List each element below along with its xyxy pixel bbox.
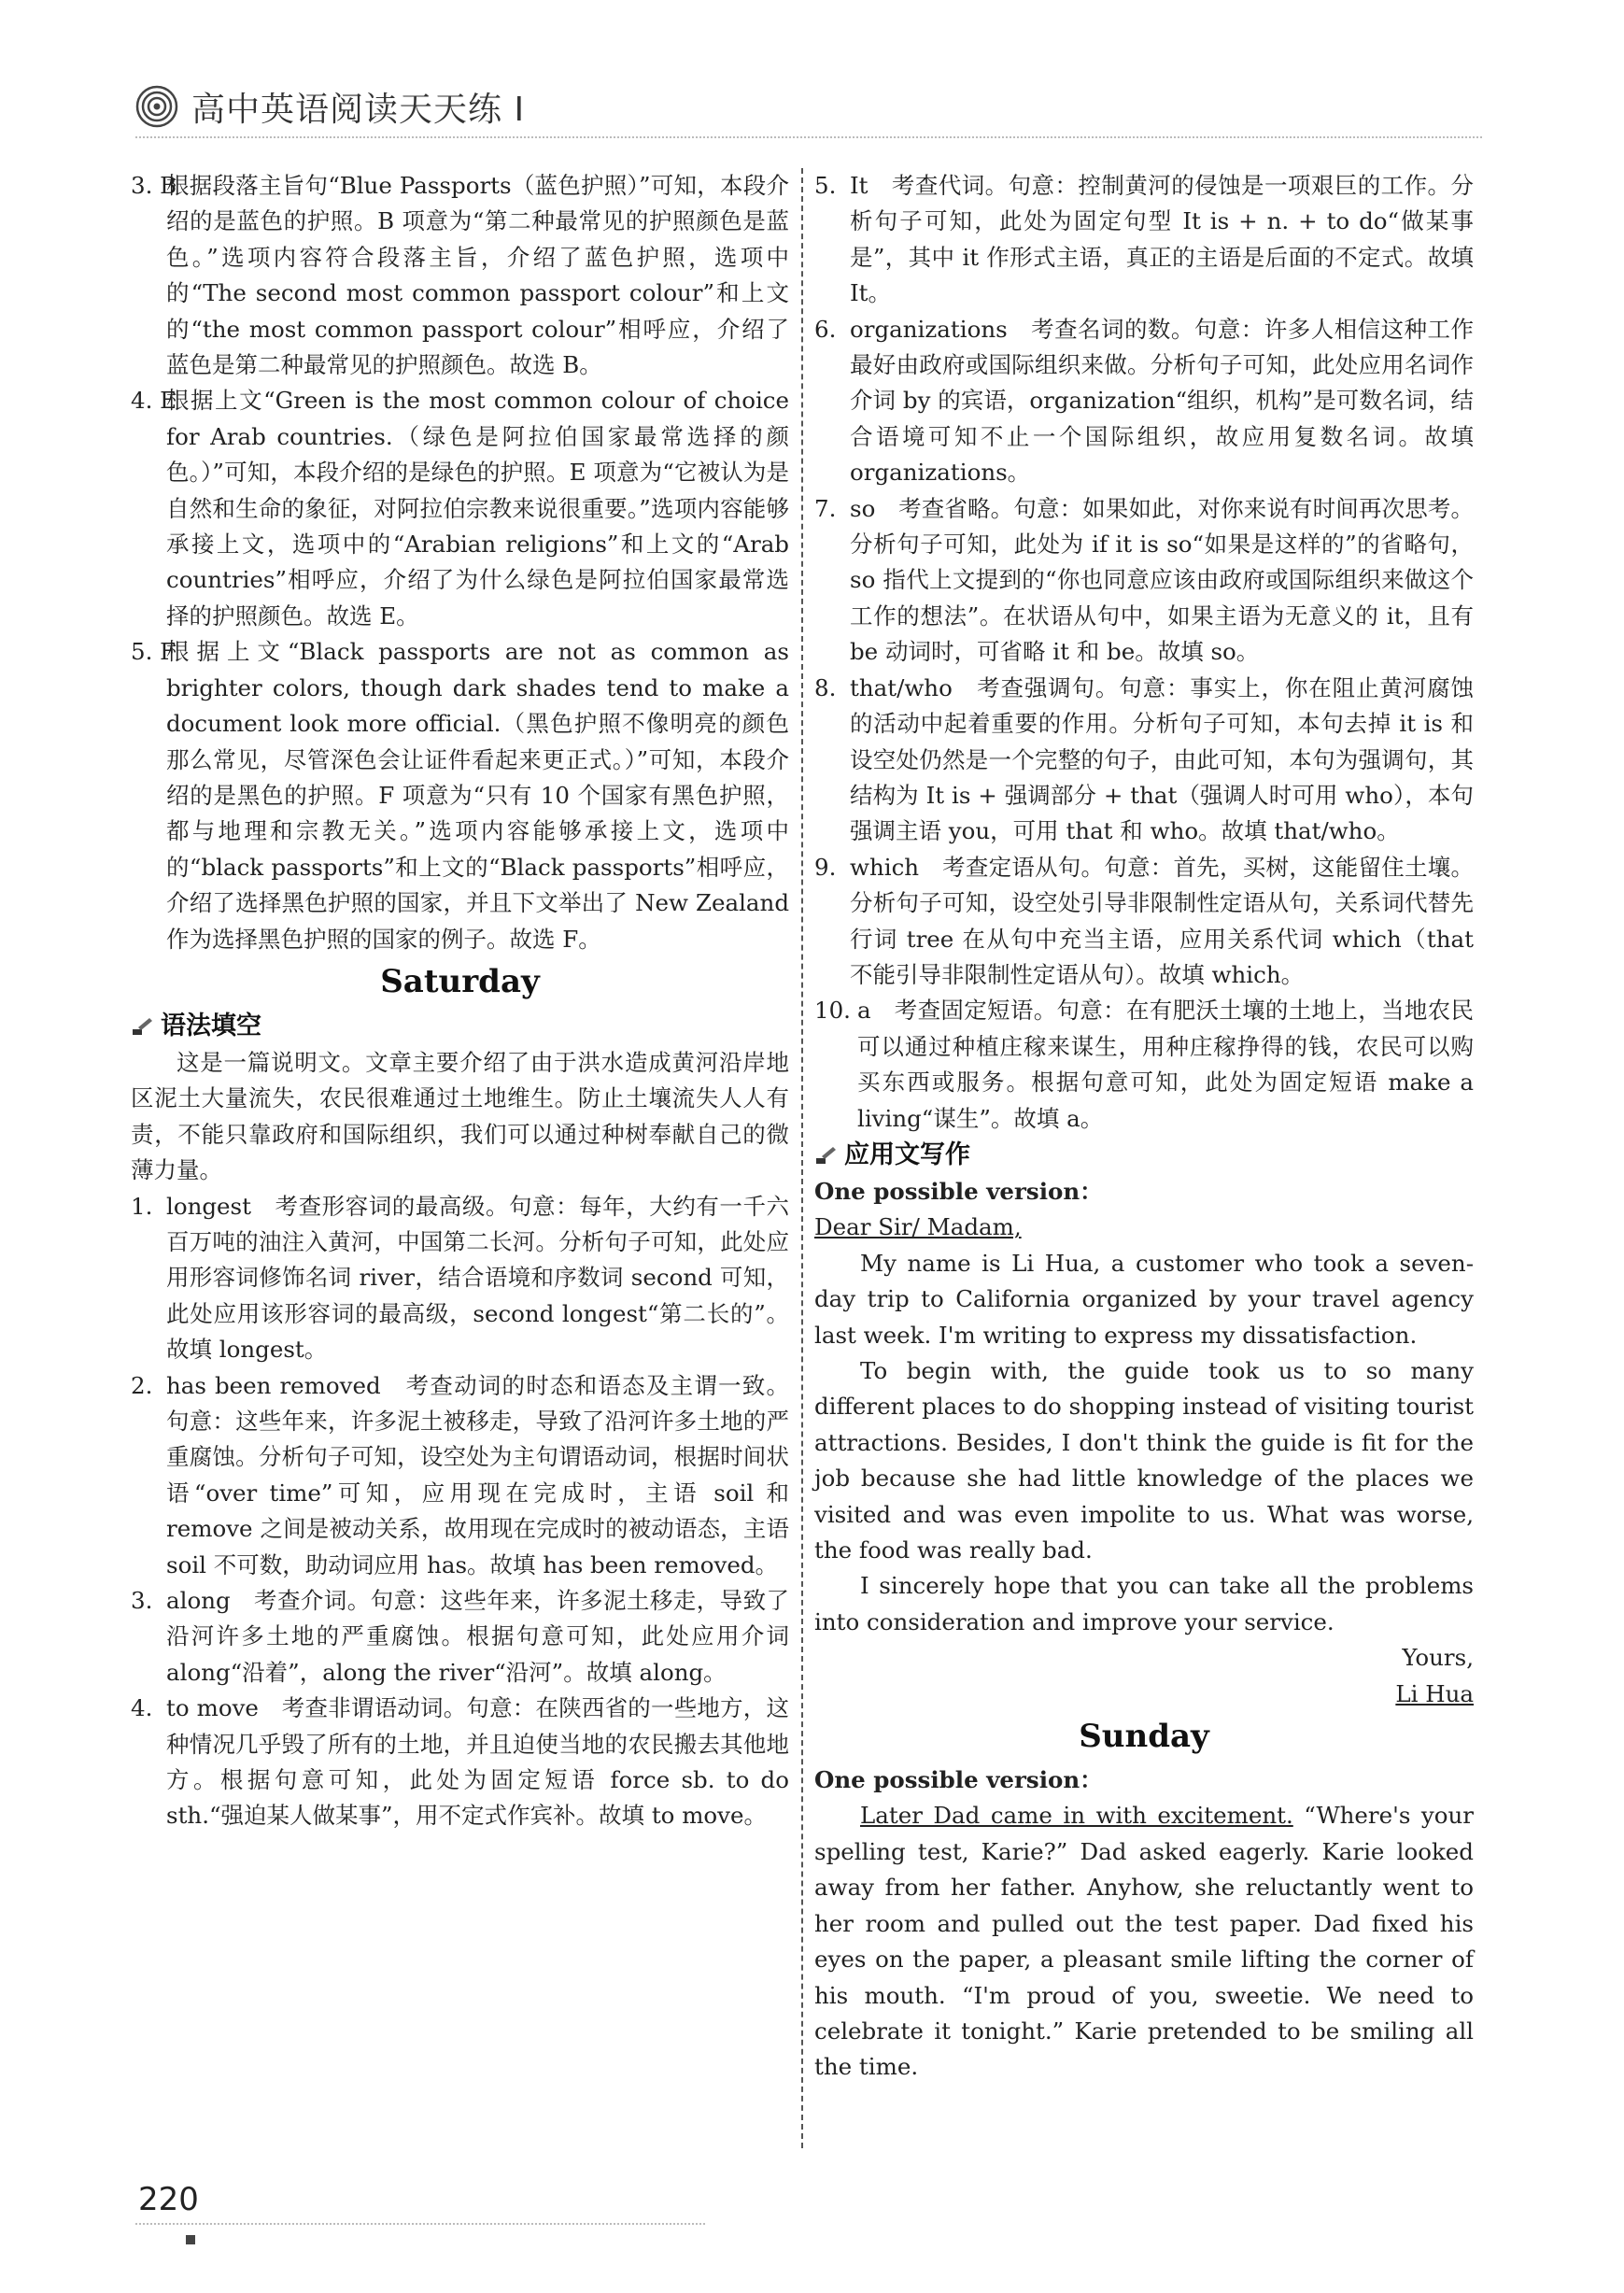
item-number: 9. (814, 853, 837, 881)
item-text: It 考查代词。句意：控制黄河的侵蚀是一项艰巨的工作。分析句子可知，此处为固定句型 It is + n. + to do“做某事是”，其中 it 作形式主语，真正的主语是后面的不定式。故填 It。 (850, 172, 1474, 307)
answer-item (814, 671, 1474, 850)
header-divider (135, 136, 1482, 138)
day-heading-sunday: Sunday (1079, 1718, 1209, 1756)
item-text: 根据上文“Black passports are not as common as brighter colors, though dark shades tend to make a document look more official.（黑色护照不像明亮的颜色那么常见，尽管深色会让证件看起来更正式。）”可知，本段介绍的是黑色的护照。F 项意为“只有 10 个国家有黑色护照，都与地理和宗教无关。”选项内容能够承接上文，选项中的“black passports”和上文的“Black passports”相呼应，介绍了选择黑色护照的国家，并且下文举出了 New Zealand 作为选择黑色护照的国家的例子。故选 F。 (166, 638, 789, 953)
item-text: that/who 考查强调句。句意：事实上，你在阻止黄河腐蚀的活动中起着重要的作用。分析句子可知，本句去掉 it is 和设空处仍然是一个完整的句子，由此可知，本句为强调句，其结构为 It is + 强调部分 + that（强调人时可用 who），本句强调主语 you，可用 that 和 who。故填 that/who。 (850, 673, 1474, 845)
item-number: 5. (814, 172, 837, 199)
answer-item (131, 383, 789, 634)
item-text: 根据上文“Green is the most common colour of choice for Arab countries.（绿色是阿拉伯国家最常选择的颜色。）”可知，本段介绍的是绿色的护照。E 项意为“它被认为是自然和生命的象征，对阿拉伯宗教来说很重要。”选项内容能够承接上文，选项中的“Arabian religions”和上文的“Arab countries”相呼应，介绍了为什么绿色是阿拉伯国家最常选择的护照颜色。故选 E。 (166, 387, 789, 630)
item-number: 3. (131, 1587, 153, 1615)
item-number: 4. E (131, 387, 177, 415)
letter-signature: Li Hua (1395, 1679, 1474, 1707)
item-number: 10. (814, 997, 851, 1025)
spiral-logo-icon (135, 85, 178, 128)
story-opening-sentence: Later Dad came in with excitement. (860, 1802, 1293, 1830)
answer-item (131, 634, 789, 957)
item-text: longest 考查形容词的最高级。句意：每年，大约有一千六百万吨的油注入黄河，中国第二长河。分析句子可知，此处应用形容词修饰名词 river，结合语境和序数词 second 可知，此处应用该形容词的最高级，second longest“第二长的”。故填 longest。 (166, 1192, 789, 1364)
page-number: 220 (138, 2181, 199, 2218)
answer-item (814, 168, 1474, 312)
item-number: 7. (814, 494, 837, 522)
letter-closing: Yours, (1402, 1644, 1474, 1672)
item-text: has been removed 考查动词的时态和语态及主谓一致。句意：这些年来，许多泥土被移走，导致了沿河许多土地的严重腐蚀。分析句子可知，设空处为主句谓语动词，根据时间状语“over time”可知，应用现在完成时，主语 soil 和 remove 之间是被动关系，故用现在完成时的被动语态，主语 soil 不可数，助动词应用 has。故填 has been removed。 (166, 1371, 789, 1578)
page-header (135, 78, 525, 134)
section-title: 应用文写作 (844, 1139, 970, 1169)
item-number: 5. F (131, 638, 177, 666)
section-title: 语法填空 (161, 1011, 261, 1040)
letter-paragraph: My name is Li Hua, a customer who took a seven-day trip to California organized by your travel agency last week. I'm writing to express my dissatisfaction. (814, 1249, 1474, 1349)
version-label: One possible version： (814, 1766, 1103, 1794)
letter-paragraph: I sincerely hope that you can take all the problems into consideration and improve your service. (814, 1572, 1474, 1635)
answer-item (131, 1368, 789, 1583)
answer-item (131, 1189, 789, 1368)
answer-item (131, 1583, 789, 1691)
item-text: a 考查固定短语。句意：在有肥沃土壤的土地上，当地农民可以通过种植庄稼来谋生，用种庄稼挣得的钱，农民可以购买东西或服务。根据句意可知，此处为固定短语 make a living“谋生”。故填 a。 (857, 997, 1474, 1132)
section-heading-writing (814, 1137, 1474, 1174)
item-number: 2. (131, 1371, 153, 1399)
page-title: 高中英语阅读天天练 I (191, 90, 526, 129)
item-text: so 考查省略。句意：如果如此，对你来说有时间再次思考。分析句子可知，此处为 if it is so“如果是这样的”的省略句，so 指代上文提到的“你也同意应该由政府或国际组织来做这个工作的想法”。在状语从句中，如果主语为无意义的 it，且有 be 动词时，可省略 it 和 be。故填 so。 (850, 494, 1474, 666)
pencil-icon (131, 1016, 153, 1037)
answer-item (814, 491, 1474, 671)
intro-paragraph: 这是一篇说明文。文章主要介绍了由于洪水造成黄河沿岸地区泥土大量流失，农民很难通过土地维生。防止土壤流失人人有责，不能只靠政府和国际组织，我们可以通过种树奉献自己的微薄力量。 (131, 1048, 789, 1184)
item-text: organizations 考查名词的数。句意：许多人相信这种工作最好由政府或国际组织来做。分析句子可知，此处应用名词作介词 by 的宾语，organization“组织，机构”是可数名词，结合语境可知不止一个国际组织，故应用复数名词。故填 organizations。 (850, 315, 1474, 487)
answer-item (814, 993, 1474, 1137)
footer-square-icon (186, 2235, 195, 2244)
answer-item (814, 850, 1474, 994)
column-divider (801, 168, 803, 2148)
left-column (131, 168, 789, 1834)
letter-salutation: Dear Sir/ Madam, (814, 1213, 1022, 1241)
answer-item (814, 312, 1474, 491)
version-label: One possible version： (814, 1177, 1103, 1205)
story-paragraph (814, 1798, 1474, 2085)
item-text: 根据段落主旨句“Blue Passports（蓝色护照）”可知，本段介绍的是蓝色的护照。B 项意为“第二种最常见的护照颜色是蓝色。”选项内容符合段落主旨，介绍了蓝色护照，选项中的“The second most common passport colour”和上文的“the most common passport colour”相呼应，介绍了蓝色是第二种最常见的护照颜色。故选 B。 (166, 172, 789, 379)
story-continuation: “Where's your spelling test, Karie?” Dad asked eagerly. Karie looked away from her father. Anyhow, she reluctantly went to her room and pulled out the test paper. Dad fixed his eyes on the paper, a pleasant smile lifting the corner of his mouth. “I'm proud of you, sweetie. We need to celebrate it tonight.” Karie pretended to be smiling all the time. (814, 1802, 1475, 2081)
day-heading-saturday: Saturday (380, 962, 540, 1000)
footer-divider (135, 2223, 705, 2225)
letter-signature-line (814, 1677, 1474, 1712)
item-text: to move 考查非谓语动词。句意：在陕西省的一些地方，这种情况几乎毁了所有的土地，并且迫使当地的农民搬去其他地方。根据句意可知，此处为固定短语 force sb. to do sth.“强迫某人做某事”，用不定式作宾补。故填 to move。 (166, 1694, 789, 1830)
item-text: along 考查介词。句意：这些年来，许多泥土移走，导致了沿河许多土地的严重腐蚀。根据句意可知，此处应用介词 along“沿着”，along the river“沿河”。故填 along。 (166, 1587, 789, 1686)
item-text: which 考查定语从句。句意：首先，买树，这能留住土壤。分析句子可知，设空处引导非限制性定语从句，关系词代替先行词 tree 在从句中充当主语，应用关系代词 which（that 不能引导非限制性定语从句）。故填 which。 (850, 853, 1474, 988)
section-heading-grammar (131, 1008, 789, 1045)
item-number: 4. (131, 1694, 153, 1722)
pencil-icon (814, 1145, 837, 1166)
item-number: 8. (814, 673, 837, 701)
letter-paragraph: To begin with, the guide took us to so many different places to do shopping instead of visiting tourist attractions. Besides, I don't think the guide is fit for the job because she had little knowledge of the places we visited and was even impolite to us. What was worse, the food was really bad. (814, 1357, 1474, 1564)
item-number: 6. (814, 315, 837, 343)
item-number: 1. (131, 1192, 153, 1220)
right-column (814, 168, 1474, 2086)
answer-item (131, 168, 789, 383)
item-number: 3. B (131, 172, 177, 199)
answer-item (131, 1691, 789, 1834)
